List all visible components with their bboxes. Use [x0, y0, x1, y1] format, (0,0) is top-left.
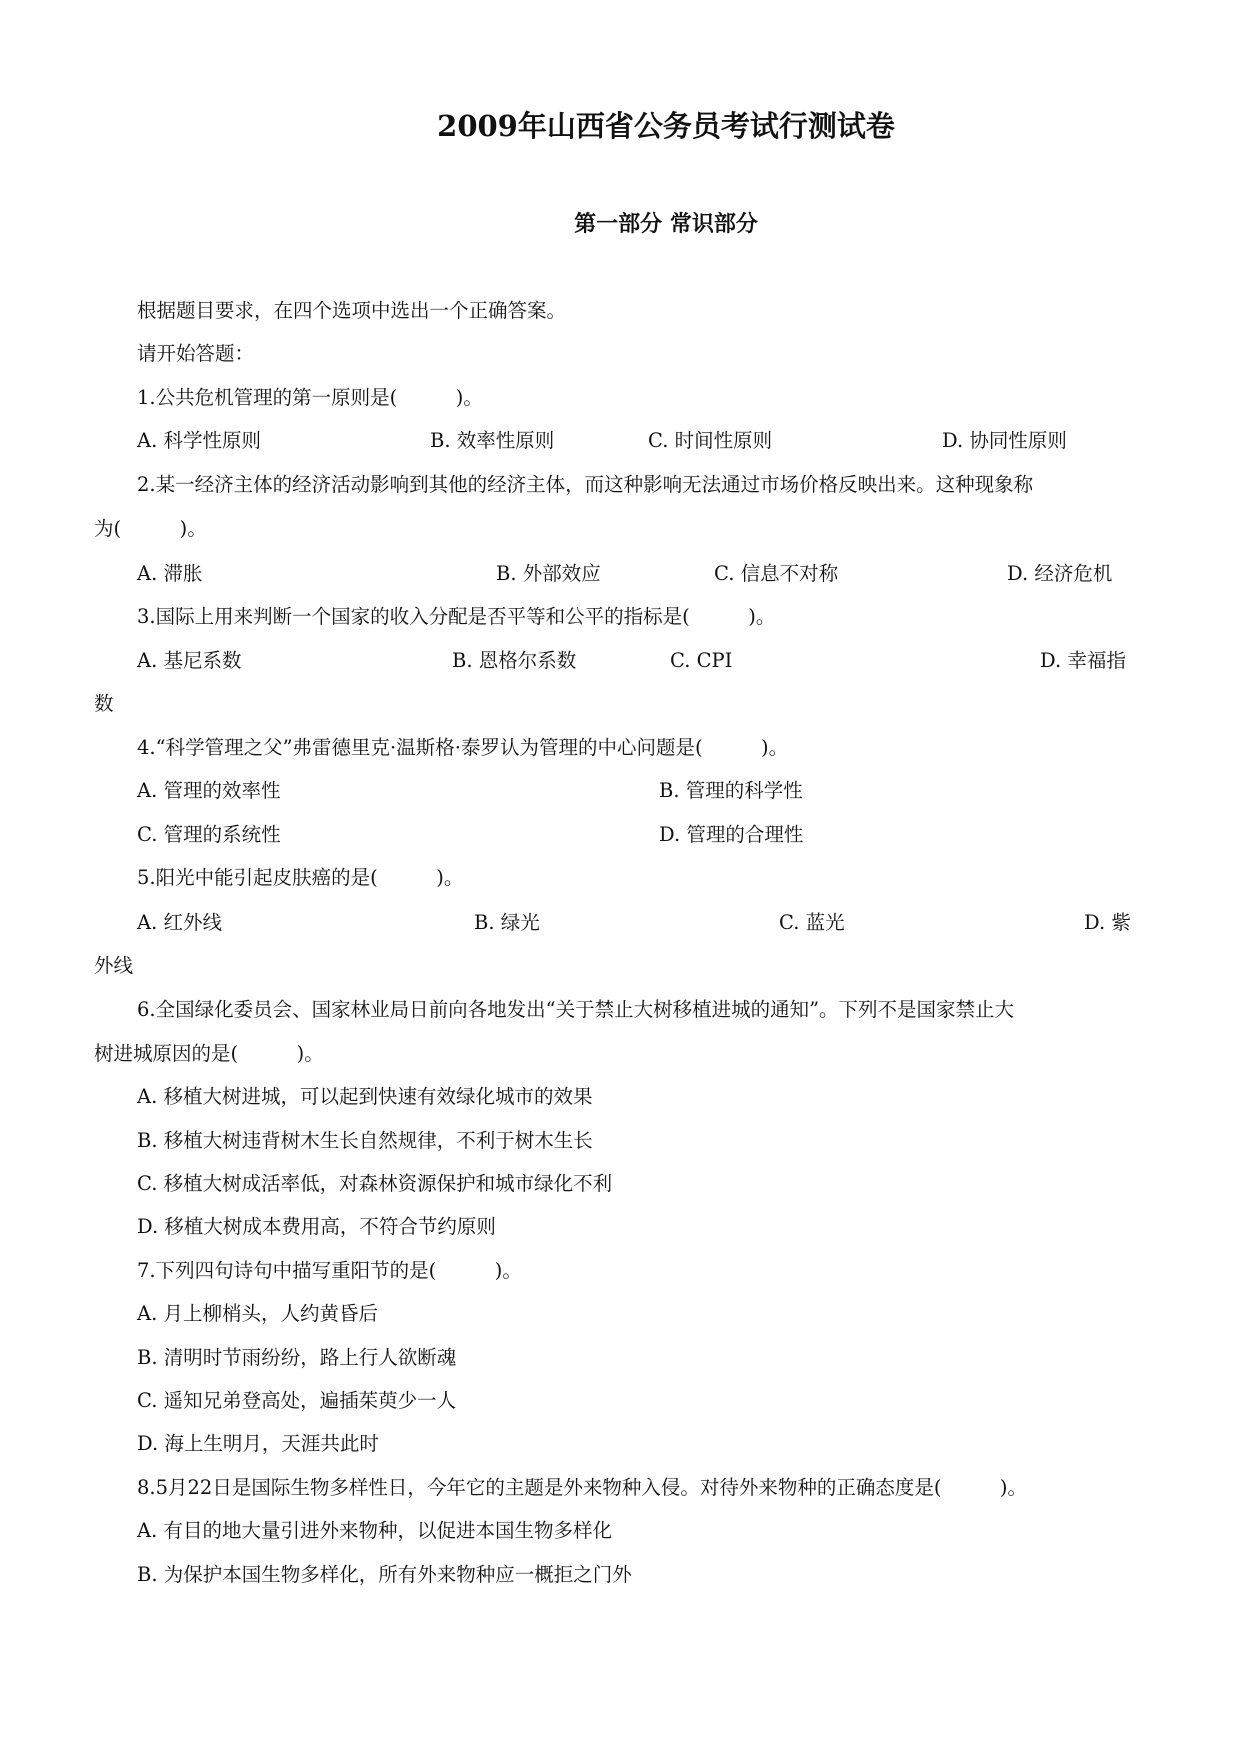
question-4-stem: 4.“科学管理之父”弗雷德里克·温斯格·泰罗认为管理的中心问题是( )。 — [137, 736, 789, 759]
question-2-option-c: C. 信息不对称 — [714, 562, 839, 585]
question-2-option-b: B. 外部效应 — [496, 562, 601, 585]
question-7-stem: 7.下列四句诗句中描写重阳节的是( )。 — [137, 1259, 522, 1282]
question-1-option-d: D. 协同性原则 — [942, 429, 1067, 452]
question-6-stem: 6.全国绿化委员会、国家林业局日前向各地发出“关于禁止大树移植进城的通知”。下列不是国家禁止大 — [137, 998, 1015, 1021]
question-5-option-b: B. 绿光 — [474, 911, 540, 934]
question-1-option-b: B. 效率性原则 — [430, 429, 555, 452]
question-3-option-d: D. 幸福指 — [1040, 649, 1126, 672]
question-7-option-d: D. 海上生明月，天涯共此时 — [137, 1432, 379, 1455]
question-6-option-a: A. 移植大树进城，可以起到快速有效绿化城市的效果 — [137, 1085, 593, 1108]
question-5-option-d: D. 紫 — [1084, 911, 1131, 934]
question-2-stem: 2.某一经济主体的经济活动影响到其他的经济主体，而这种影响无法通过市场价格反映出来。这种现象称 — [137, 473, 1034, 496]
question-8-option-a: A. 有目的地大量引进外来物种，以促进本国生物多样化 — [137, 1519, 612, 1542]
question-2-option-d: D. 经济危机 — [1007, 562, 1113, 585]
question-5-option-d-cont: 外线 — [94, 954, 134, 977]
instruction-line: 根据题目要求，在四个选项中选出一个正确答案。 — [137, 299, 567, 322]
question-1-stem: 1.公共危机管理的第一原则是( )。 — [137, 386, 483, 409]
page-title: 2009年山西省公务员考试行测试卷 — [437, 109, 895, 143]
question-7-option-c: C. 遥知兄弟登高处，遍插茱萸少一人 — [137, 1389, 457, 1412]
question-1-option-a: A. 科学性原则 — [137, 429, 261, 452]
question-4-option-d: D. 管理的合理性 — [659, 823, 804, 846]
question-6-option-d: D. 移植大树成本费用高，不符合节约原则 — [137, 1215, 496, 1238]
question-7-option-a: A. 月上柳梢头，人约黄昏后 — [137, 1302, 378, 1325]
question-2-stem-cont: 为( )。 — [94, 517, 207, 540]
question-7-option-b: B. 清明时节雨纷纷，路上行人欲断魂 — [137, 1346, 457, 1369]
question-6-stem-cont: 树进城原因的是( )。 — [94, 1042, 324, 1065]
instruction-line: 请开始答题： — [137, 342, 255, 365]
question-6-option-c: C. 移植大树成活率低，对森林资源保护和城市绿化不利 — [137, 1172, 613, 1195]
question-1-option-c: C. 时间性原则 — [648, 429, 773, 452]
question-3-option-d-cont: 数 — [94, 692, 114, 715]
question-4-option-b: B. 管理的科学性 — [659, 779, 803, 802]
question-8-option-b: B. 为保护本国生物多样化，所有外来物种应一概拒之门外 — [137, 1563, 632, 1586]
question-4-option-a: A. 管理的效率性 — [137, 779, 281, 802]
question-2-option-a: A. 滞胀 — [137, 562, 203, 585]
question-4-option-c: C. 管理的系统性 — [137, 823, 281, 846]
question-6-option-b: B. 移植大树违背树木生长自然规律，不利于树木生长 — [137, 1129, 593, 1152]
question-3-option-c: C. CPI — [670, 649, 733, 672]
question-8-stem: 8.5月22日是国际生物多样性日，今年它的主题是外来物种入侵。对待外来物种的正确态度是( )。 — [137, 1476, 1028, 1499]
section-heading: 第一部分 常识部分 — [574, 211, 758, 237]
question-3-option-b: B. 恩格尔系数 — [452, 649, 577, 672]
question-5-option-c: C. 蓝光 — [779, 911, 845, 934]
question-3-option-a: A. 基尼系数 — [137, 649, 242, 672]
question-5-option-a: A. 红外线 — [137, 911, 222, 934]
question-3-stem: 3.国际上用来判断一个国家的收入分配是否平等和公平的指标是( )。 — [137, 605, 776, 628]
question-5-stem: 5.阳光中能引起皮肤癌的是( )。 — [137, 866, 464, 889]
